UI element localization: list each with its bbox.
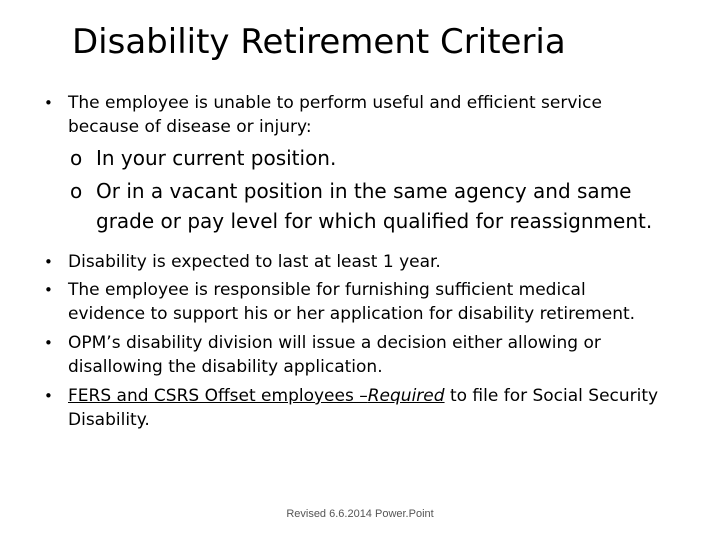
list-item-text: evidence to support his or her application for disability retirement. (68, 304, 636, 324)
bullet-marker: • (44, 334, 53, 352)
sub-bullet-marker: o (70, 179, 83, 203)
list-item-text: Disability. (68, 410, 150, 430)
sub-bullet-marker: o (70, 146, 83, 170)
bullet-marker: • (44, 281, 53, 299)
list-item-text: The employee is responsible for furnishing sufficient medical (68, 280, 586, 300)
bullet-marker: • (44, 387, 53, 405)
list-item-text: The employee is unable to perform useful and efficient service (68, 93, 602, 113)
list-item-text: because of disease or injury: (68, 117, 312, 137)
bullet-marker: • (44, 94, 53, 112)
page-title: Disability Retirement Criteria (72, 22, 566, 62)
footer-note: Revised 6.6.2014 Power.Point (286, 508, 434, 520)
list-item-text: OPM’s disability division will issue a decision either allowing or (68, 333, 601, 353)
sub-list-item-text: grade or pay level for which qualified for reassignment. (96, 209, 653, 233)
emphasis-text: Required (367, 386, 445, 406)
sub-list-item-text: In your current position. (96, 146, 337, 170)
list-item-text: disallowing the disability application. (68, 357, 383, 377)
bullet-marker: • (44, 253, 53, 271)
underlined-text: FERS and CSRS Offset employees – (68, 386, 368, 406)
list-item-text: to file for Social Security (444, 386, 659, 406)
list-item-text: Disability is expected to last at least 1 year. (68, 252, 441, 272)
sub-list-item-text: Or in a vacant position in the same agency and same (96, 179, 632, 203)
